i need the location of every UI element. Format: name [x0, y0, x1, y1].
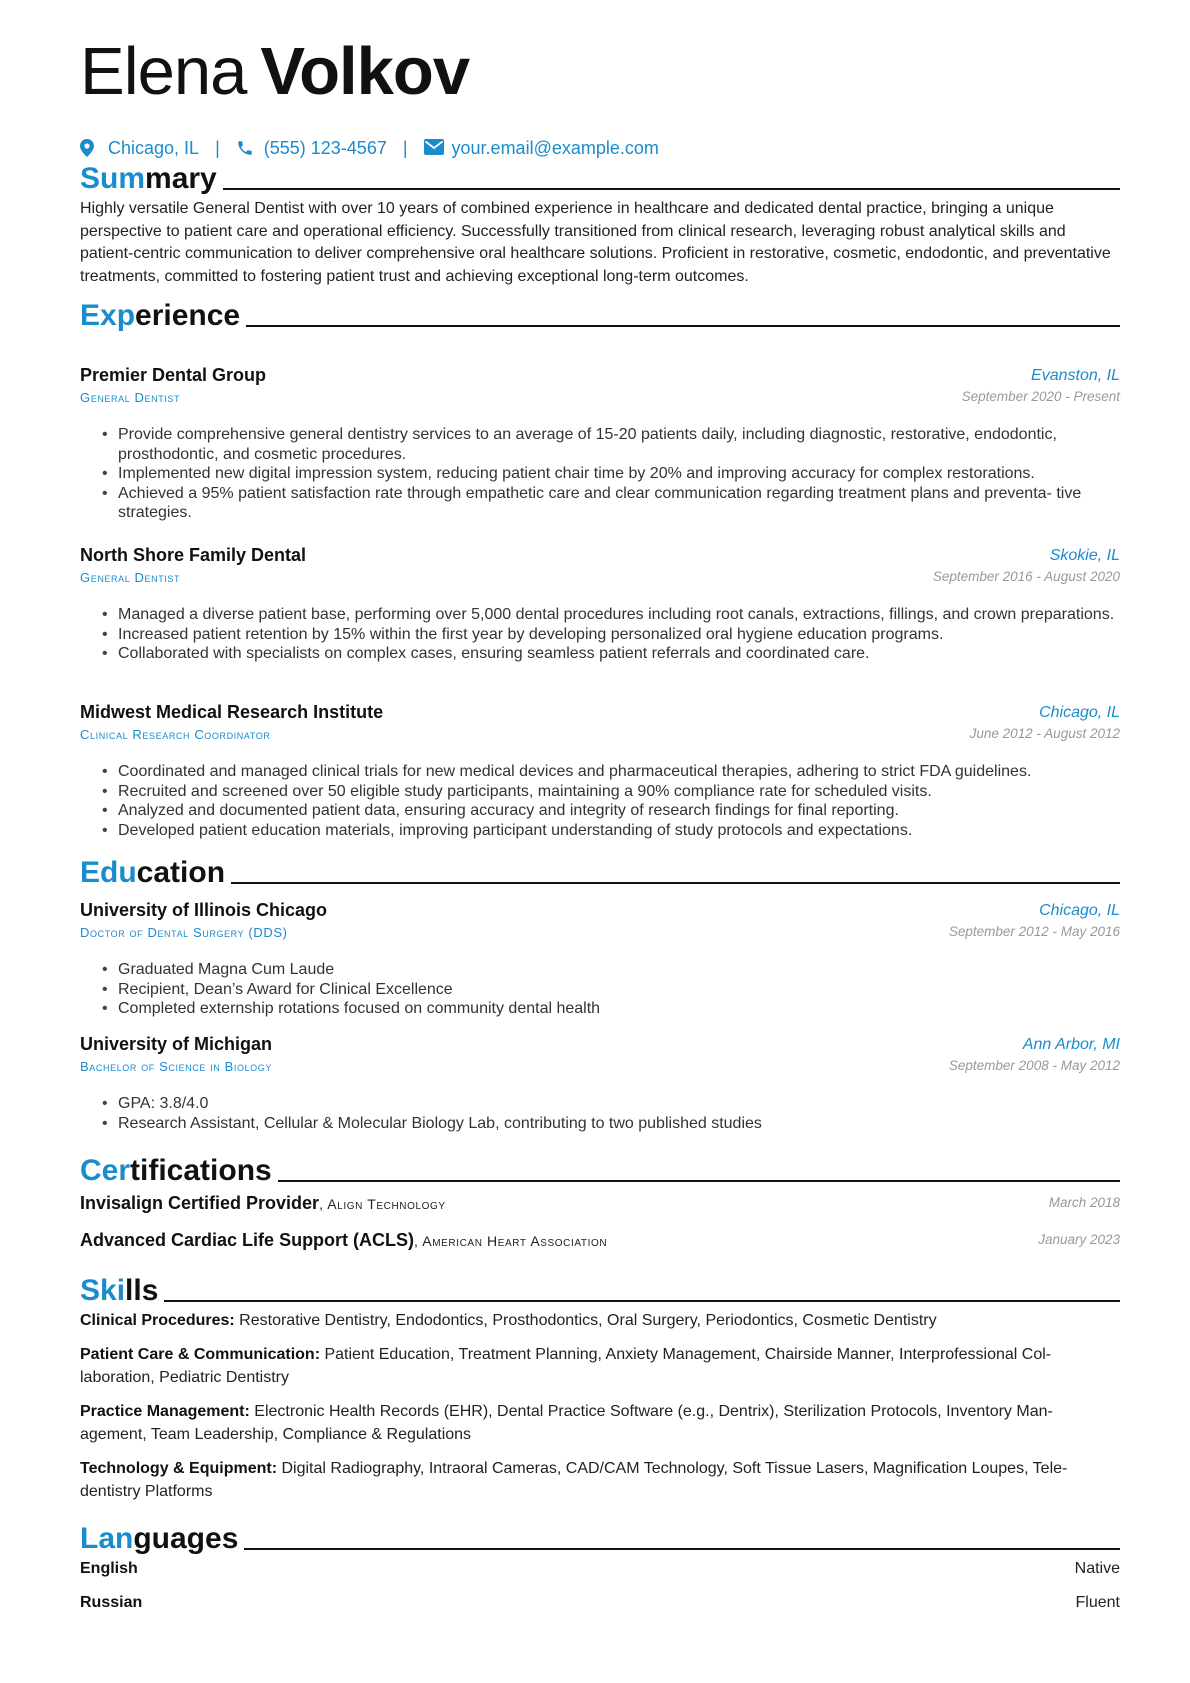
list-item: • Recipient, Dean’s Award for Clinical Excellence — [80, 980, 1120, 1000]
list-item: • Analyzed and documented patient data, ensuring accuracy and integrity of research findings for final reporting. — [80, 801, 1120, 821]
candidate-name — [80, 34, 470, 109]
section-languages-heading — [80, 1514, 1120, 1554]
section-rule — [278, 1180, 1120, 1182]
employer-name: Midwest Medical Research Institute — [80, 702, 384, 722]
entry-dates: September 2012 - May 2016 — [948, 924, 1120, 939]
certification-item: Invisalign Certified Provider, Align Technology March 2018 — [80, 1193, 1120, 1213]
entry-location: Chicago, IL — [1039, 704, 1120, 721]
skill-category: Patient Care & Communication: — [80, 1346, 321, 1363]
skill-category: Practice Management: — [80, 1403, 250, 1420]
entry-location: Skokie, IL — [1049, 547, 1120, 564]
contact-separator: | — [402, 137, 408, 158]
last-name: Volkov — [260, 34, 470, 109]
skill-list: Patient Education, Treatment Planning, Anxiety Management, Chairside Manner, Interprofessional Col- laboration, Pediatric Dentistry — [80, 1346, 1052, 1386]
section-skills-heading — [80, 1266, 1120, 1306]
job-title: General Dentist — [80, 390, 181, 405]
contact-separator: | — [215, 137, 220, 158]
certification-item: Advanced Cardiac Life Support (ACLS), American Heart Association January 2023 — [80, 1230, 1120, 1250]
section-rule — [223, 188, 1120, 190]
language-row — [80, 1560, 1120, 1582]
list-item: • Managed a diverse patient base, performing over 5,000 dental procedures including root canals, extractions, fillings, and crown preparations. — [80, 605, 1120, 625]
section-title-rest: erience — [135, 299, 241, 332]
section-title-rest: tifications — [130, 1154, 272, 1187]
language-row — [80, 1594, 1120, 1616]
skill-row — [80, 1344, 1120, 1389]
certification-issuer: American Heart Association — [422, 1233, 608, 1249]
experience-bullets — [80, 762, 1120, 840]
skill-list: Electronic Health Records (EHR), Dental Practice Software (e.g., Dentrix), Sterilization Protocols, Inventory Man- agement, Team Leadership, Compliance & Regulations — [80, 1403, 1053, 1443]
skill-list: Digital Radiography, Intraoral Cameras, CAD/CAM Technology, Soft Tissue Lasers, Magnification Loupes, Tele- dentistry Platforms — [80, 1460, 1068, 1500]
list-item: • Developed patient education materials, improving participant understanding of study protocols and expectations. — [80, 821, 1120, 841]
job-title: Clinical Research Coordinator — [80, 727, 271, 742]
entry-dates: September 2008 - May 2012 — [948, 1058, 1120, 1073]
location-text: Chicago, IL — [108, 137, 200, 158]
section-rule — [244, 1548, 1120, 1550]
section-rule — [164, 1300, 1120, 1302]
list-item: • Recruited and screened over 50 eligible study participants, maintaining a 90% compliance rate for scheduled visits. — [80, 782, 1120, 802]
section-title-rest: cation — [136, 856, 226, 889]
section-summary-heading — [80, 154, 1120, 194]
entry-dates: September 2016 - August 2020 — [932, 569, 1120, 584]
school-name: University of Illinois Chicago — [80, 900, 328, 920]
list-item: • Achieved a 95% patient satisfaction rate through empathetic care and clear communication regarding treatment plans and preventa- tive strategies. — [80, 484, 1120, 523]
certification-name: Invisalign Certified Provider — [80, 1193, 320, 1213]
section-title-rest: guages — [133, 1522, 239, 1555]
entry-dates: June 2012 - August 2012 — [969, 726, 1120, 741]
experience-bullets — [80, 425, 1120, 523]
certification-date: March 2018 — [1048, 1195, 1120, 1210]
employer-name: North Shore Family Dental — [80, 545, 307, 565]
degree-name: Bachelor of Science in Biology — [80, 1059, 272, 1074]
section-rule — [246, 325, 1120, 327]
education-bullets — [80, 960, 1120, 1019]
certification-issuer: Align Technology — [327, 1196, 446, 1212]
skill-list: Restorative Dentistry, Endodontics, Prosthodontics, Oral Surgery, Periodontics, Cosmetic Dentistry — [239, 1312, 937, 1329]
list-item: • Implemented new digital impression system, reducing patient chair time by 20% and improving accuracy for complex restorations. — [80, 464, 1120, 484]
experience-bullets — [80, 605, 1120, 664]
section-title-accent: Exp — [80, 299, 136, 332]
first-name: Elena — [80, 34, 247, 109]
list-item: • Research Assistant, Cellular & Molecular Biology Lab, contributing to two published studies — [80, 1114, 1120, 1134]
summary-text: Highly versatile General Dentist with over 10 years of combined experience in healthcare and dedicated dental practice, bringing a unique perspective to patient care and operational efficiency. Successfully transitioned from clinical research, leveraging robust analytical skills and patient-centric communication to deliver comprehensive oral healthcare solutions. Proficient in restorative, cosmetic, endodontic, and preventative treatments, committed to fostering patient trust and achieving exceptional long-term outcomes. — [80, 200, 1111, 285]
education-bullets — [80, 1094, 1120, 1133]
section-experience-heading — [80, 291, 1120, 331]
skill-row — [80, 1458, 1120, 1503]
email-link[interactable]: your.email@example.com — [451, 137, 659, 158]
employer-name: Premier Dental Group — [80, 365, 267, 385]
language-level: Fluent — [1075, 1594, 1120, 1611]
skill-row — [80, 1310, 1120, 1333]
certification-name: Advanced Cardiac Life Support (ACLS) — [80, 1230, 415, 1250]
skill-category: Technology & Equipment: — [80, 1460, 278, 1477]
phone-text: (555) 123-4567 — [263, 137, 387, 158]
entry-location: Ann Arbor, MI — [1022, 1036, 1120, 1053]
list-item: • Completed externship rotations focused on community dental health — [80, 999, 1120, 1019]
language-name: English — [80, 1560, 138, 1577]
certification-date: January 2023 — [1038, 1232, 1120, 1247]
job-title: General Dentist — [80, 570, 181, 585]
entry-location: Chicago, IL — [1039, 902, 1120, 919]
language-level: Native — [1074, 1560, 1120, 1577]
degree-name: Doctor of Dental Surgery (DDS) — [80, 925, 288, 940]
skill-row — [80, 1401, 1120, 1446]
language-name: Russian — [80, 1594, 143, 1611]
list-item: • Coordinated and managed clinical trials for new medical devices and pharmaceutical therapies, adhering to strict FDA guidelines. — [80, 762, 1120, 782]
section-title-rest: lls — [125, 1274, 159, 1307]
section-title-accent: Lan — [80, 1522, 134, 1555]
list-item: • Increased patient retention by 15% within the first year by developing personalized oral hygiene education programs. — [80, 625, 1120, 645]
section-certifications-heading — [80, 1146, 1120, 1186]
list-item: • GPA: 3.8/4.0 — [80, 1094, 1120, 1114]
section-rule — [231, 882, 1120, 884]
skill-category: Clinical Procedures: — [80, 1312, 235, 1329]
section-title-accent: Edu — [80, 856, 137, 889]
list-item: • Provide comprehensive general dentistry services to an average of 15-20 patients daily, including diagnostic, restorative, endodontic, prosthodontic, and cosmetic procedures. — [80, 425, 1120, 464]
section-title-rest: mary — [145, 162, 217, 195]
section-title-accent: Cer — [80, 1154, 131, 1187]
entry-dates: September 2020 - Present — [961, 389, 1120, 404]
section-title-accent: Sum — [80, 162, 146, 195]
section-title-accent: Ski — [80, 1274, 126, 1307]
entry-location: Evanston, IL — [1031, 367, 1120, 384]
list-item: • Graduated Magna Cum Laude — [80, 960, 1120, 980]
school-name: University of Michigan — [80, 1034, 273, 1054]
section-education-heading — [80, 848, 1120, 888]
list-item: • Collaborated with specialists on complex cases, ensuring seamless patient referrals and coordinated care. — [80, 644, 1120, 664]
